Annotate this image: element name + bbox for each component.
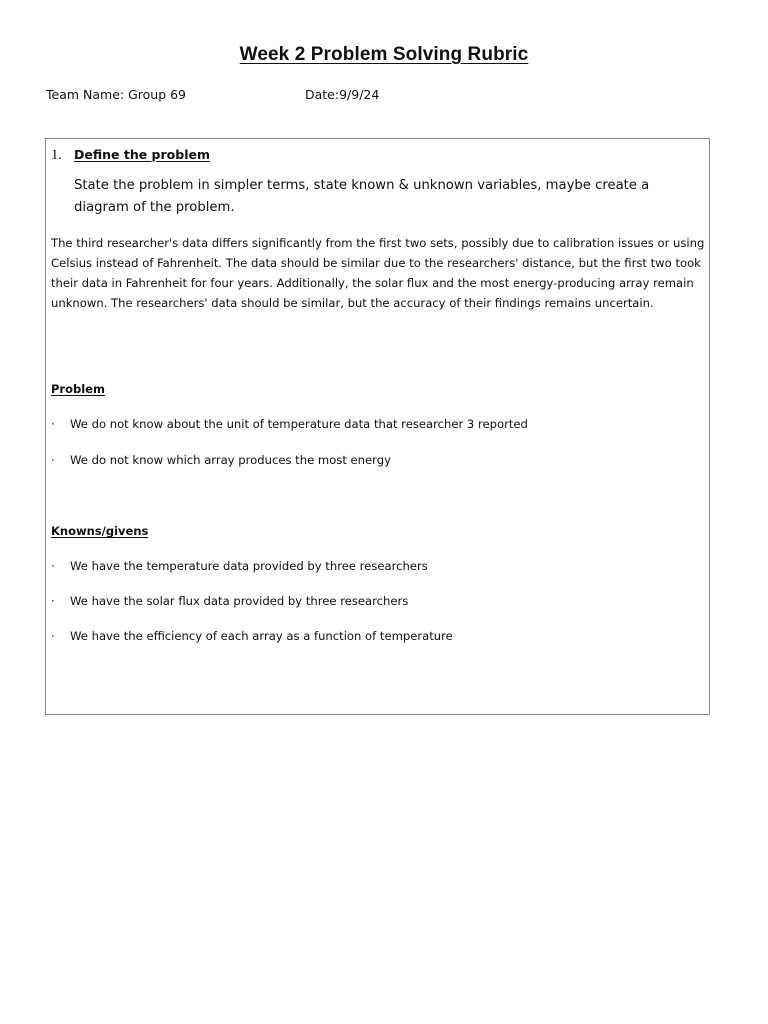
team-name: Team Name: Group 69 [46,87,187,102]
list-item [51,417,528,431]
date: Date:9/9/24 [305,87,380,102]
knowns-heading: Knowns/givens [51,524,149,538]
bullet-icon: · [51,559,55,573]
section-number: 1. [51,147,62,163]
problem-heading: Problem [51,382,105,396]
list-item-text: We have the efficiency of each array as a function of temperature [70,629,453,643]
list-item [51,629,453,643]
define-problem-box [45,138,710,715]
section-prompt: State the problem in simpler terms, state known & unknown variables, maybe create a diagram of the problem. [74,178,650,215]
document-title: Week 2 Problem Solving Rubric [239,44,529,65]
list-item [51,594,408,608]
list-item-text: We have the solar flux data provided by three researchers [70,594,409,608]
list-item-text: We have the temperature data provided by three researchers [70,559,428,573]
bullet-icon: · [51,417,55,431]
bullet-icon: · [51,594,55,608]
list-item-text: We do not know which array produces the most energy [70,453,391,467]
problem-description: The third researcher's data differs significantly from the first two sets, possibly due to calibration issues or using Celsius instead of Fahrenheit. The data should be similar due to the researchers' distance, but the first two took their data in Fahrenheit for four years. Additionally, the solar flux and the most energy-producing array remain unknown. The researchers' data should be similar, but the accuracy of their findings remains uncertain. [51,236,705,310]
bullet-icon: · [51,453,55,467]
list-item [51,559,428,573]
section-title: Define the problem [74,147,210,162]
bullet-icon: · [51,629,55,643]
list-item-text: We do not know about the unit of temperature data that researcher 3 reported [70,417,528,431]
list-item [51,453,391,467]
